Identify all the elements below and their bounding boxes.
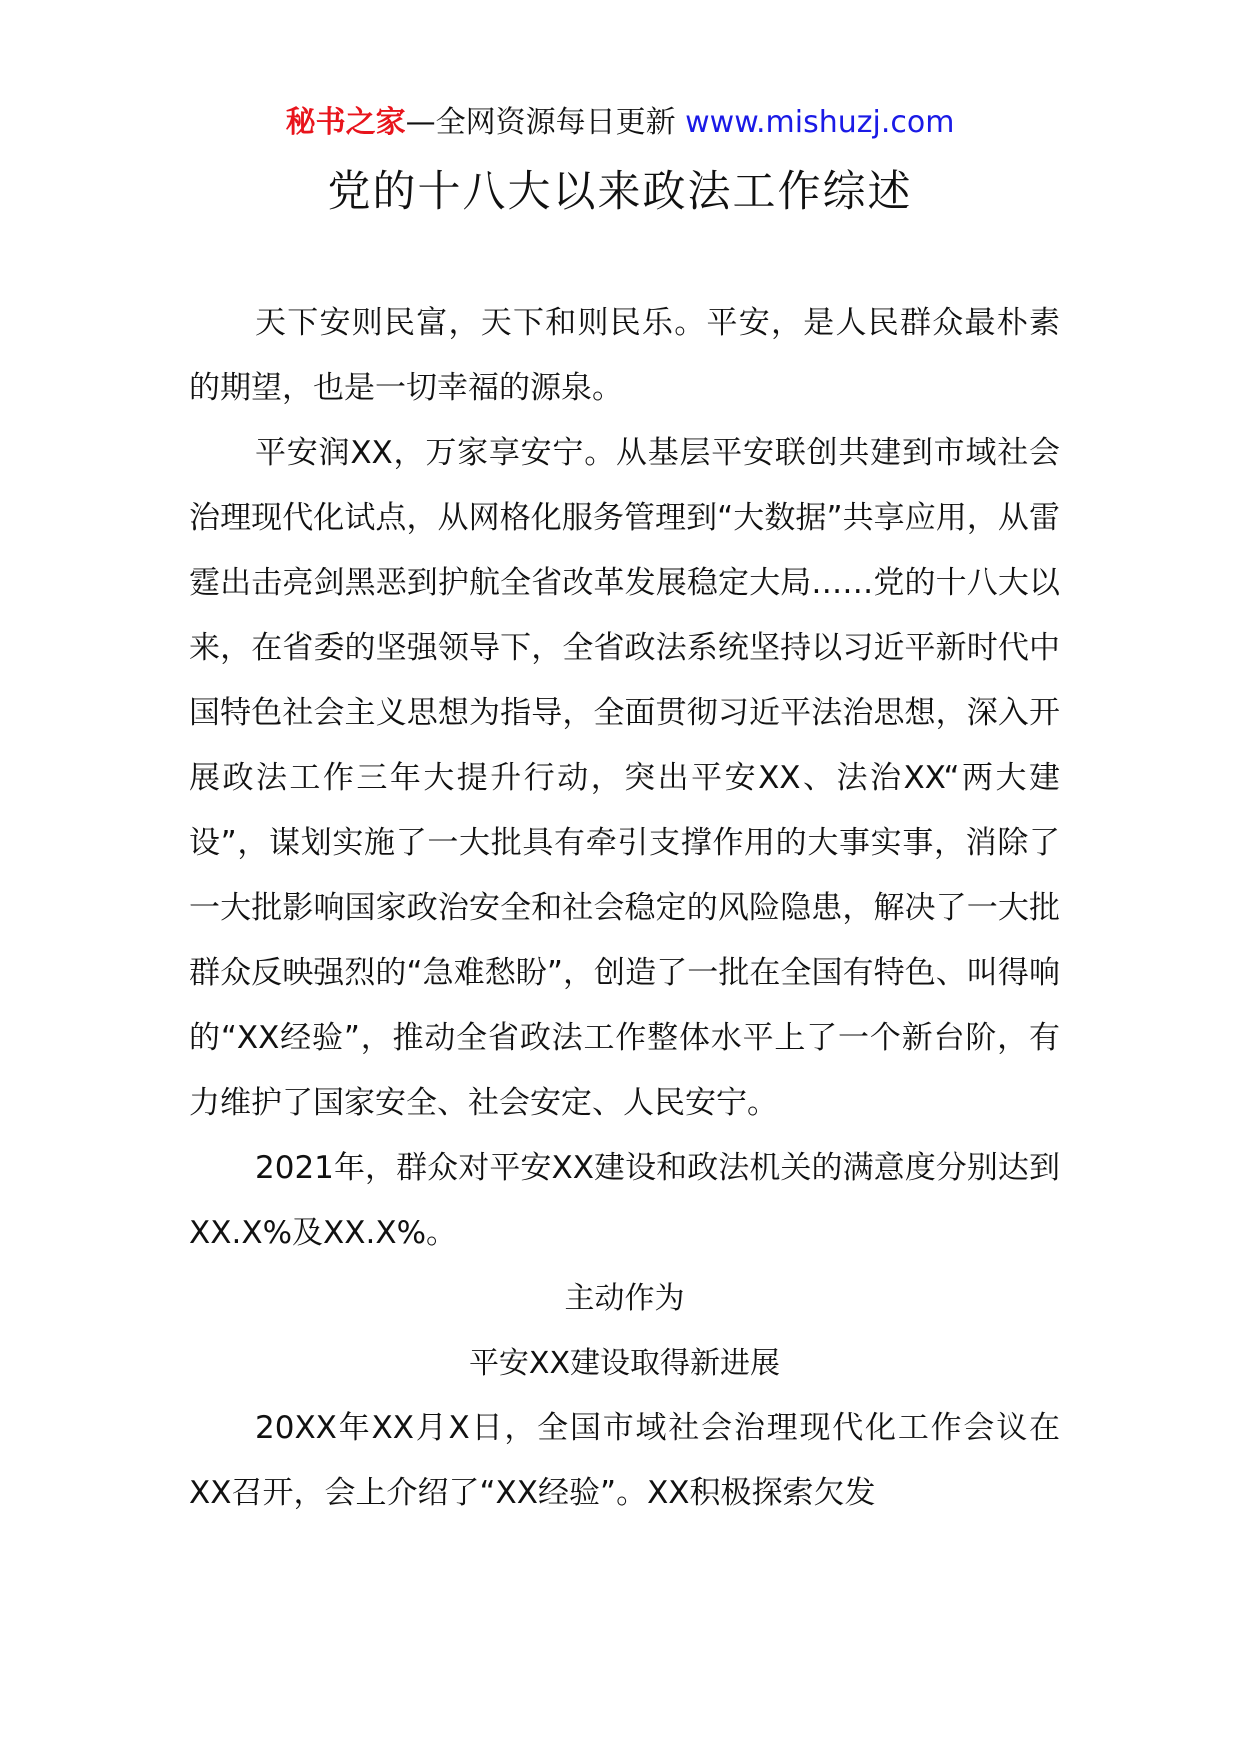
site-header <box>0 101 1240 145</box>
paragraph-overview: 平安润XX，万家享安宁。从基层平安联创共建到市域社会治理现代化试点，从网格化服务管理到“大数据”共享应用，从雷霆出击亮剑黑恶到护航全省改革发展稳定大局……党的十八大以来，在省委的坚强领导下，全省政法系统坚持以习近平新时代中国特色社会主义思想为指导，全面贯彻习近平法治思想，深入开展政法工作三年大提升行动，突出平安XX、法治XX“两大建设”，谋划实施了一大批具有牵引支撑作用的大事实事，消除了一大批影响国家政治安全和社会稳定的风险隐患，解决了一大批群众反映强烈的“急难愁盼”，创造了一批在全国有特色、叫得响的“XX经验”，推动全省政法工作整体水平上了一个新台阶，有力维护了国家安全、社会安定、人民安宁。 <box>189 435 1060 1121</box>
document-title: 党的十八大以来政法工作综述 <box>327 167 913 217</box>
brand-name: 秘书之家 <box>285 105 406 140</box>
paragraph-intro: 天下安则民富，天下和则民乐。平安，是人民群众最朴素的期望，也是一切幸福的源泉。 <box>189 305 1060 406</box>
section-heading-line1: 主动作为 <box>564 1281 685 1316</box>
site-url-link[interactable]: www.mishuzj.com <box>685 105 955 140</box>
paragraph-satisfaction: 2021年，群众对平安XX建设和政法机关的满意度分别达到XX.X%及XX.X%。 <box>189 1150 1060 1251</box>
document-body <box>189 291 1060 1526</box>
section-heading-line2: 平安XX建设取得新进展 <box>468 1346 781 1381</box>
site-slogan: —全网资源每日更新 <box>405 105 686 140</box>
paragraph-meeting: 20XX年XX月X日，全国市域社会治理现代化工作会议在XX召开，会上介绍了“XX经验”。XX积极探索欠发 <box>189 1410 1060 1511</box>
